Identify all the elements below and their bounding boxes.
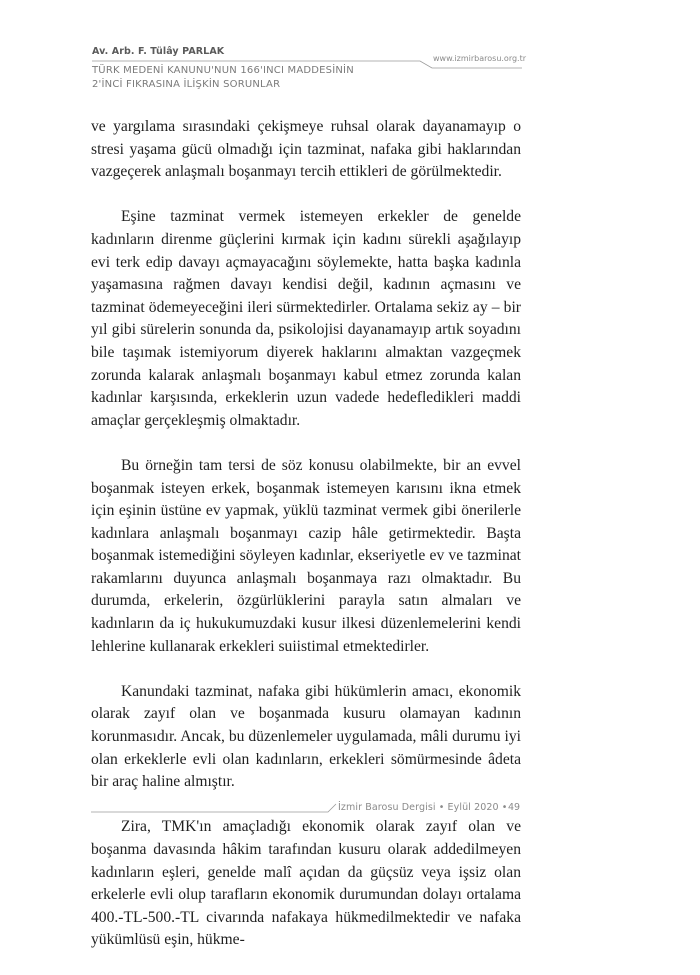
- paragraph-5: Zira, TMK'ın amaçladığı ekonomik olarak zayıf olan ve boşanma davasında hâkim tarafından kusuru olarak addedilmeyen kadınların eşleri, genelde malî açıdan da güçsüz veya işsiz olan erkelerle evli olup tarafların ekonomik durumundan dolayı ortalama 400.-TL-500.-TL civarında nafakaya hükmedilmektedir ve nafaka yükümlüsü eşin, hükme-: [91, 818, 521, 949]
- header-url: www.izmirbarosu.org.tr: [433, 54, 527, 63]
- header-article-title: [92, 64, 354, 91]
- paragraph-2: Eşine tazminat vermek istemeyen erkekler de genelde kadınların direnme güçlerini kırmak için kadını sürekli aşağılayıp evi terk edip davayı açmayacağını söylemekte, hatta başka kadınla yaşamasına rağmen davayı kendisi değil, kadının açmasını ve tazminat ödemeyeceğini ileri sürmektedirler. Ortalama sekiz ay – bir yıl gibi sürelerin sonunda da, psikolojisi dayanamayıp artık soyadını bile taşımak istemiyorum diyerek haklarını almaktan vazgeçmek zorunda kalarak anlaşmalı boşanmayı kabul etmez zorunda kalan kadınlar karşısında, erkeklerin uzun vadede hedefledikleri maddi amaçlar gerçekleşmiş olmaktadır.: [91, 208, 521, 429]
- header-title-line-2: 2'İNCİ FIKRASINA İLİŞKİN SORUNLAR: [92, 78, 281, 90]
- header-author: Av. Arb. F. Tülây PARLAK: [92, 46, 225, 57]
- footer-journal-info: İzmir Barosu Dergisi • Eylül 2020 •: [338, 802, 508, 813]
- paragraph-3: Bu örneğin tam tersi de söz konusu olabilmekte, bir an evvel boşanmak isteyen erkek, boşanmak istemeyen karısını ikna etmek için eşinin üstüne ev yapmak, yüklü tazminat vermek gibi önerilerle kadınlara anlaşmalı boşanmayı cazip hâle getirmektedir. Başta boşanmak istemediğini söyleyen kadınlar, ekseriyetle ev ve tazminat rakamlarını duyunca anlaşmalı boşanmaya razı olmaktadır. Bu durumda, erkelerin, özgürlüklerini parayla satın almaları ve kadınların da iç hukukumuzdaki kusur ilkesi düzenlemelerini kendi lehlerine kullanarak erkekleri suiistimal etmektedirler.: [91, 456, 521, 655]
- page-number: 49: [508, 802, 521, 813]
- paragraph-4: Kanundaki tazminat, nafaka gibi hükümlerin amacı, ekonomik olarak zayıf olan ve boşanmada kusuru olamayan kadının korunmasıdır. Ancak, bu düzenlemeler uygulamada, mâli durumu iyi olan erkeklerle evli olan kadınların, erkekleri sömürmesinde âdeta bir araç haline almıştır.: [91, 682, 521, 791]
- article-body: [91, 116, 521, 975]
- paragraph-1: ve yargılama sırasındaki çekişmeye ruhsal olarak dayanamayıp o stresi yaşama gücü olmadığı için tazminat, nafaka gibi haklarından vazgeçerek anlaşmalı boşanmayı tercih ettikleri de görülmektedir.: [91, 118, 521, 181]
- header-title-line-1: TÜRK MEDENİ KANUNU'NUN 166'INCI MADDESİNİN: [92, 65, 354, 76]
